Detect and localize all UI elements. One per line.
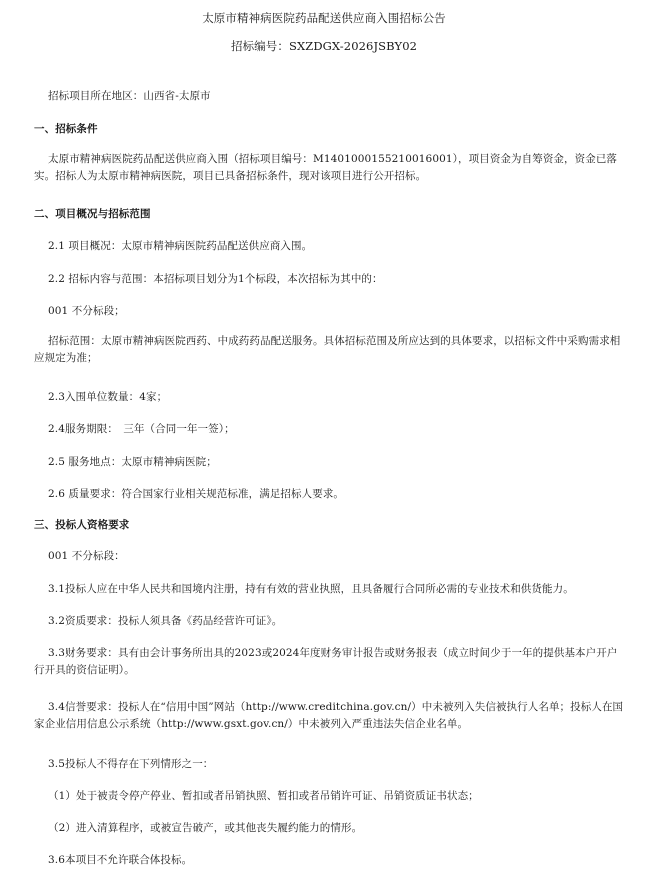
item-3-6: 3.6本项目不允许联合体投标。	[48, 854, 193, 866]
section-2-heading: 二、项目概况与招标范围	[34, 208, 151, 220]
item-2-3: 2.3入围单位数量：4家；	[48, 391, 168, 403]
item-3-4: 3.4信誉要求：投标人在“信用中国”网站（http://www.creditchina.gov.cn/）中未被列入失信被执行人名单；投标人在国家企业信用信息公示系统（http://www.gsxt.gov.cn/）中未被列入严重违法失信企业名单。	[34, 701, 624, 730]
lot-label: 001 不分标段；	[48, 305, 125, 317]
item-2-1: 2.1 项目概况：太原市精神病医院药品配送供应商入围。	[48, 240, 313, 252]
item-3-1: 3.1投标人应在中华人民共和国境内注册，持有有效的营业执照，且具备履行合同所必需的专业技术和供货能力。	[48, 583, 574, 595]
section-3-heading: 三、投标人资格要求	[34, 519, 130, 531]
tender-scope: 招标范围：太原市精神病医院西药、中成药药品配送服务。具体招标范围及所应达到的具体要求，以招标文件中采购需求相应规定为准；	[34, 335, 621, 364]
item-2-2: 2.2 招标内容与范围：本招标项目划分为1个标段，本次招标为其中的：	[48, 273, 383, 285]
tender-number: 招标编号：SXZDGX-2026JSBY02	[230, 39, 418, 53]
item-3-5-2: （2）进入清算程序，或被宣告破产，或其他丧失履约能力的情形。	[48, 822, 363, 834]
item-2-5: 2.5 服务地点：太原市精神病医院；	[48, 456, 217, 468]
section-1-heading: 一、招标条件	[34, 123, 98, 135]
item-3-5-1: （1）处于被责令停产停业、暂扣或者吊销执照、暂扣或者吊销许可证、吊销资质证书状态；	[48, 790, 479, 802]
item-3-5: 3.5投标人不得存在下列情形之一：	[48, 758, 214, 770]
lot-label-3: 001 不分标段：	[48, 550, 125, 562]
item-3-3: 3.3财务要求：具有由会计事务所出具的2023或2024年度财务审计报告或财务报表（成立时间少于一年的提供基本户开户行开具的资信证明）。	[34, 647, 618, 676]
item-2-6: 2.6 质量要求：符合国家行业相关规范标准，满足招标人要求。	[48, 488, 345, 500]
document-title: 太原市精神病医院药品配送供应商入围招标公告	[202, 11, 446, 25]
item-2-4: 2.4服务期限： 三年（合同一年一签）；	[48, 423, 235, 435]
project-location: 招标项目所在地区：山西省-太原市	[48, 90, 211, 102]
item-3-2: 3.2资质要求：投标人须具备《药品经营许可证》。	[48, 615, 283, 627]
section-1-paragraph: 太原市精神病医院药品配送供应商入围（招标项目编号：M1401000155210016001），项目资金为自筹资金，资金已落实。招标人为太原市精神病医院，项目已具备招标条件，现对该项目进行公开招标。	[34, 153, 618, 182]
